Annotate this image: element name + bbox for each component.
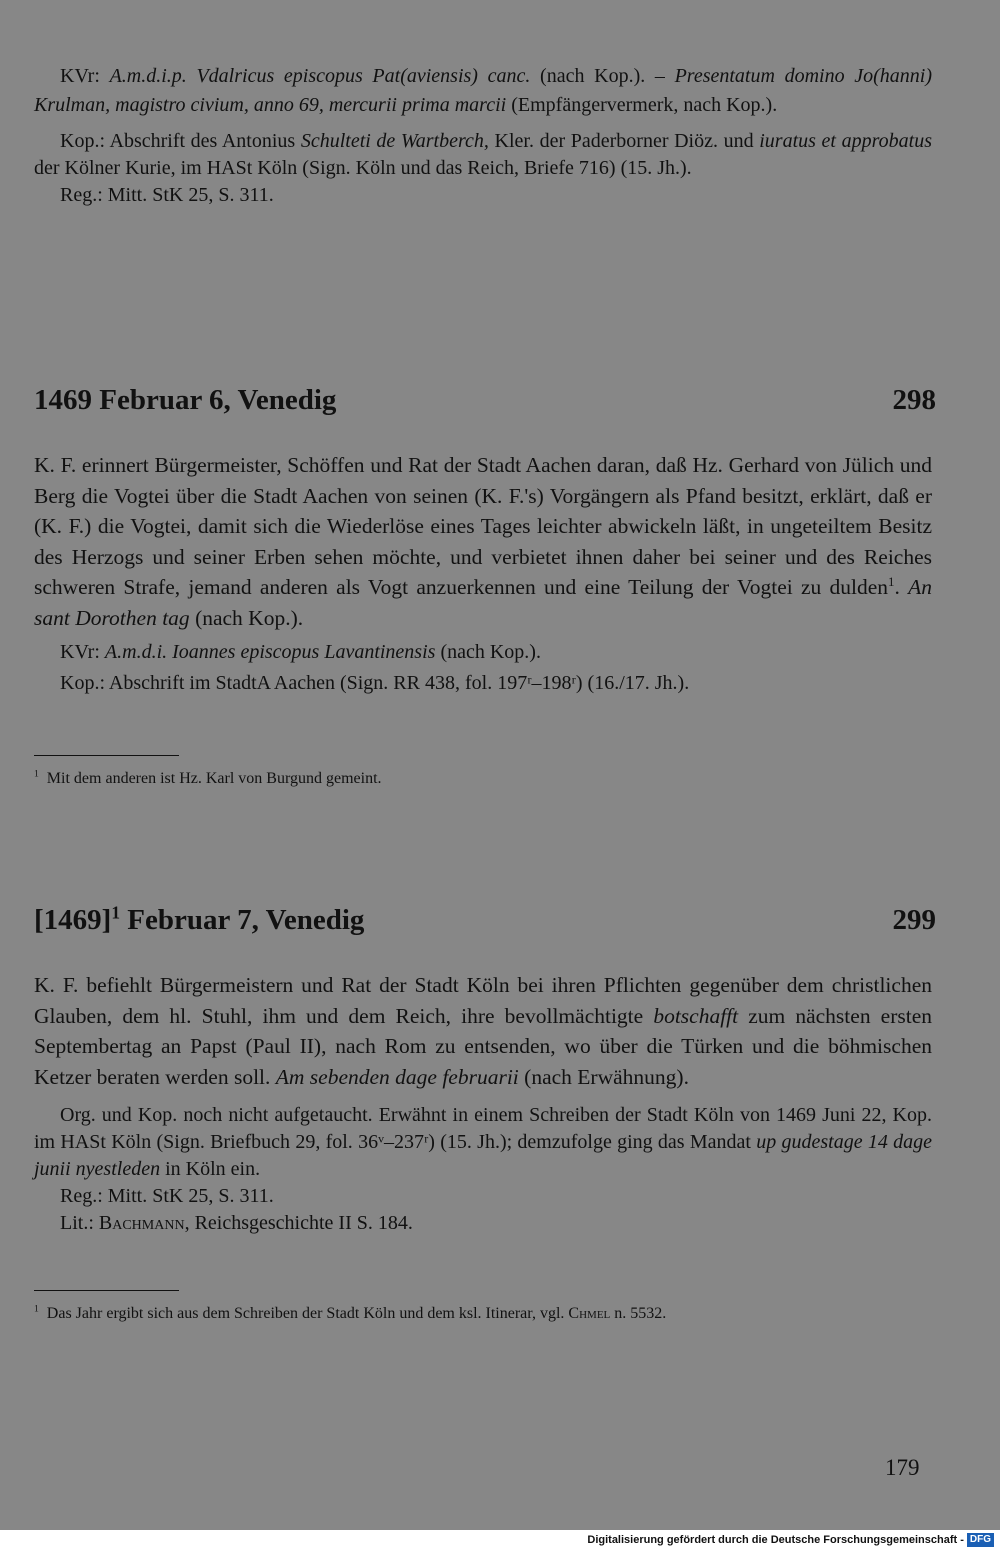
kop-text: iuratus et approbatus	[759, 130, 932, 152]
heading-date: Februar 7, Venedig	[120, 904, 365, 936]
entry-date-place	[34, 904, 364, 937]
entry-298-heading	[34, 384, 936, 417]
kvr-text: (nach Kop.). –	[530, 65, 675, 87]
author-name: Bachmann	[98, 1212, 185, 1234]
footnote-marker: 1	[34, 768, 39, 780]
summary-text: An sant Dorothen tag	[34, 575, 933, 630]
entry-299-heading	[34, 904, 936, 937]
footnote-rule	[34, 755, 179, 756]
kvr-label: KVr:	[60, 641, 105, 663]
heading-year: [1469]	[34, 904, 112, 936]
footnote-text: n. 5532.	[610, 1305, 667, 1322]
entry-date-place: 1469 Februar 6, Venedig	[34, 384, 337, 416]
footer-bar	[0, 1530, 1000, 1550]
kvr-text: (Empfängervermerk, nach Kop.).	[506, 94, 778, 116]
footer-credit: Digitalisierung gefördert durch die Deutsche Forschungsgemeinschaft -	[587, 1534, 964, 1546]
entry-298-footnote	[34, 768, 932, 790]
org-text: in Köln ein.	[160, 1158, 261, 1180]
footnote-marker: 1	[34, 1303, 39, 1315]
org-text: up gudestage 14 dage junii nyestleden	[34, 1131, 932, 1180]
summary-text: K. F. befiehlt Bürgermeistern und Rat der Stadt Köln bei ihren Pflichten gegenüber dem christlichen Glauben, dem hl. Stuhl, ihm und dem Reich, ihre bevollmächtigte	[34, 973, 932, 1028]
summary-text: K. F. erinnert Bürgermeister, Schöffen und Rat der Stadt Aachen daran, daß Hz. Gerhard von Jülich und Berg die Vogtei über die Stadt Aachen von seinen (K. F.'s) Vorgängern als Pfand besitzt, erklärt, daß er (K. F.) die Vogtei, damit sich die Wiederlöse eines Tages leichter abwickeln läßt, in ungeteiltem Besitz des Herzogs und seiner Erben sehen möchte, und verbietet ihnen daher bei seiner und des Reiches schweren Strafe, jemand anderen als Vogt anzuerkennen und eine Teilung der Vogtei zu dulden	[34, 453, 932, 599]
entry-299-footnote	[34, 1303, 932, 1325]
kvr-note	[34, 62, 932, 120]
kvr-text: A.m.d.i.p. Vdalricus episcopus Pat(aviensis) canc.	[109, 65, 531, 87]
summary-text: (nach Kop.).	[189, 605, 304, 630]
page-number: 179	[885, 1455, 920, 1480]
footnote-text: Mit dem anderen ist Hz. Karl von Burgund gemeint.	[46, 770, 382, 787]
author-name: Chmel	[568, 1305, 611, 1322]
summary-text: (nach Erwähnung).	[518, 1064, 689, 1089]
kop-text: der Kölner Kurie, im HASt Köln (Sign. Köln und das Reich, Briefe 716) (15. Jh.).	[34, 157, 692, 179]
kvr-text: (nach Kop.).	[435, 641, 541, 663]
kvr-label: KVr:	[60, 65, 110, 87]
entry-299-summary	[34, 970, 932, 1092]
kop-note	[34, 128, 932, 182]
lit-label: Lit.:	[60, 1212, 99, 1234]
summary-text: .	[894, 575, 909, 599]
footnote-marker: 1	[888, 574, 895, 589]
footnote-rule	[34, 1290, 179, 1291]
kvr-text: Presentatum domino Jo(hanni) Krulman, magistro civium, anno 69, mercurii prima marcii	[34, 65, 932, 116]
lit-text: , Reichsgeschichte II S. 184.	[184, 1212, 413, 1234]
reg-note: Reg.: Mitt. StK 25, S. 311.	[60, 1185, 274, 1207]
kop-text: Kop.: Abschrift des Antonius	[60, 130, 301, 152]
reg-note: Reg.: Mitt. StK 25, S. 311.	[60, 184, 274, 206]
org-note	[34, 1102, 932, 1183]
previous-entry-tail	[34, 62, 932, 209]
entry-298-body	[34, 450, 932, 699]
entry-298-summary	[34, 450, 932, 633]
summary-text: botschafft	[653, 1003, 739, 1028]
kop-note: Kop.: Abschrift im StadtA Aachen (Sign. RR 438, fol. 197ʳ–198ʳ) (16./17. Jh.).	[60, 672, 690, 694]
footnote-text: Das Jahr ergibt sich aus dem Schreiben der Stadt Köln und dem ksl. Itinerar, vgl.	[46, 1305, 569, 1322]
kvr-note	[34, 637, 932, 667]
entry-number: 298	[892, 384, 936, 416]
kop-text: Schulteti de Wartberch,	[300, 130, 489, 152]
summary-text: Am sebenden dage februarii	[275, 1064, 519, 1089]
kvr-text: A.m.d.i. Ioannes episcopus Lavantinensis	[104, 641, 436, 663]
kop-text: Kler. der Paderborner Diöz. und	[488, 130, 760, 152]
org-text: Org. und Kop. noch nicht aufgetaucht. Erwähnt in einem Schreiben der Stadt Köln von 1469 Juni 22, Kop. im HASt Köln (Sign. Briefbuch 29, fol. 36ᵛ–237ʳ) (15. Jh.); demzufolge ging das Mandat	[34, 1104, 932, 1153]
footnote-marker: 1	[111, 902, 121, 923]
summary-text: zum nächsten ersten Septembertag an Papst (Paul II), nach Rom zu entsenden, wo über die Türken und die böhmischen Ketzer beraten werden soll.	[34, 1003, 933, 1089]
lit-note	[34, 1210, 932, 1237]
entry-299-body	[34, 970, 932, 1237]
entry-number: 299	[892, 904, 936, 936]
dfg-logo-icon: DFG	[967, 1533, 994, 1547]
